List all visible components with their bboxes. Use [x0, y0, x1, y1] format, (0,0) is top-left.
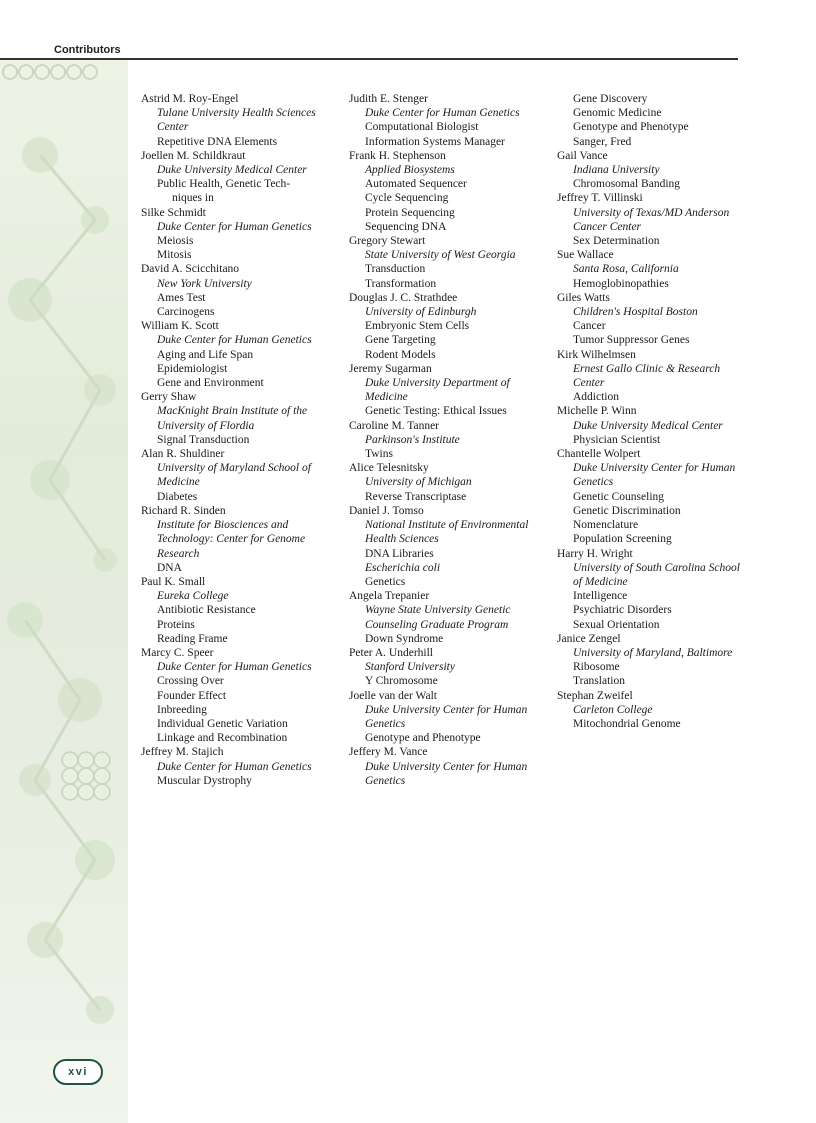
contributors-column-2	[349, 92, 539, 788]
page-header-title: Contributors	[54, 44, 121, 56]
contributor-affiliation: Stanford University	[365, 661, 455, 674]
contributor-affiliation: Center	[157, 121, 189, 134]
contributor-affiliation: Duke University Center for Human	[365, 760, 528, 773]
contributor-topic: Chromosomal Banding	[573, 178, 681, 191]
contributor-name: David A. Scicchitano	[141, 263, 240, 276]
contributor-topic: Physician Scientist	[573, 433, 661, 446]
contributor-entry	[557, 191, 747, 248]
contributor-affiliation: University of Texas/MD Anderson	[573, 206, 730, 219]
contributor-name: Gail Vance	[557, 149, 608, 162]
contributor-entry	[141, 390, 326, 447]
contributor-topic: Epidemiologist	[157, 362, 228, 375]
contributor-affiliation: New York University	[157, 277, 252, 290]
contributor-affiliation: Duke Center for Human Genetics	[365, 107, 520, 120]
contributor-name: Joellen M. Schildkraut	[141, 149, 246, 162]
contributor-topic: Genomic Medicine	[573, 107, 662, 120]
contributor-name: Peter A. Underhill	[349, 646, 433, 659]
contributor-name: Paul K. Small	[141, 575, 206, 588]
contributor-name: Gregory Stewart	[349, 235, 426, 248]
contributor-topic: Diabetes	[157, 490, 198, 503]
contributor-entry	[349, 92, 539, 149]
contributor-topic: Meiosis	[157, 235, 194, 248]
contributor-topic: Ames Test	[157, 291, 206, 304]
contributor-topic: Reading Frame	[157, 632, 228, 645]
contributor-topic: Intelligence	[573, 590, 628, 603]
contributor-entry	[349, 504, 539, 589]
contributor-name: Harry H. Wright	[557, 547, 633, 560]
contributor-topic: Cycle Sequencing	[365, 192, 449, 205]
contributor-topic: Twins	[365, 448, 393, 461]
contributor-affiliation: Duke Center for Human Genetics	[157, 220, 312, 233]
contributor-topic: Hemoglobinopathies	[573, 277, 669, 290]
contributor-topic: Gene Discovery	[573, 93, 648, 105]
contributor-entry	[349, 419, 539, 462]
contributor-name: Chantelle Wolpert	[557, 448, 641, 461]
contributor-affiliation: Medicine	[157, 476, 200, 489]
contributor-topic: Y Chromosome	[365, 675, 438, 688]
contributor-affiliation: Wayne State University Genetic	[365, 604, 511, 617]
contributor-topic: Founder Effect	[157, 689, 227, 702]
contributor-topic: Signal Transduction	[157, 433, 250, 446]
contributor-entry	[557, 689, 747, 732]
contributor-entry	[141, 92, 326, 149]
contributor-entry	[141, 206, 326, 263]
contributor-topic: Sexual Orientation	[573, 618, 660, 631]
contributor-affiliation: Medicine	[365, 391, 408, 404]
contributor-name: Alan R. Shuldiner	[141, 448, 225, 461]
contributor-name: Sue Wallace	[557, 249, 614, 262]
contributor-name: Jeffrey T. Villinski	[557, 192, 643, 205]
contributor-name: Frank H. Stephenson	[349, 149, 446, 162]
contributor-name: Janice Zengel	[557, 632, 621, 645]
contributor-topic: Genotype and Phenotype	[573, 121, 689, 134]
contributor-entry	[349, 149, 539, 234]
contributor-topic: Gene and Environment	[157, 377, 264, 390]
contributor-affiliation: Duke Center for Human Genetics	[157, 334, 312, 347]
contributor-topic: Proteins	[157, 618, 195, 631]
contributor-name: Michelle P. Winn	[557, 405, 637, 418]
contributor-entry	[141, 262, 326, 319]
contributor-affiliation: Indiana University	[573, 164, 660, 177]
contributor-topic: Genetic Discrimination	[573, 504, 681, 517]
contributor-topic: DNA Libraries	[365, 547, 434, 560]
contributor-name: William K. Scott	[141, 320, 219, 333]
contributor-affiliation: Santa Rosa, California	[573, 263, 679, 276]
contributor-affiliation: Carleton College	[573, 703, 653, 716]
contributor-affiliation: Health Sciences	[365, 533, 439, 546]
contributor-entry	[557, 149, 747, 192]
contributor-topic: Public Health, Genetic Tech-	[157, 178, 291, 191]
contributor-name: Stephan Zweifel	[557, 689, 633, 702]
contributor-topic: Mitochondrial Genome	[573, 717, 681, 730]
contributor-affiliation: Genetics	[365, 717, 406, 730]
contributor-topic: Addiction	[573, 391, 619, 404]
contributor-affiliation: State University of West Georgia	[365, 249, 516, 262]
contributor-name: Jeremy Sugarman	[349, 362, 432, 375]
contributor-name: Marcy C. Speer	[141, 646, 214, 659]
contributor-topic: Escherichia coli	[365, 561, 441, 574]
contributor-affiliation: University of Michigan	[365, 476, 472, 489]
decorative-sidebar	[0, 60, 128, 1123]
contributor-entry	[141, 447, 326, 504]
contributor-topic: Psychiatric Disorders	[573, 604, 672, 617]
contributor-topic: Ribosome	[573, 661, 620, 674]
contributor-entry	[557, 92, 747, 149]
contributor-topic: Gene Targeting	[365, 334, 436, 347]
contributor-topic: DNA	[157, 561, 182, 574]
contributor-name: Richard R. Sinden	[141, 504, 226, 517]
contributor-affiliation: Duke University Medical Center	[573, 419, 723, 432]
contributor-topic: Genetic Testing: Ethical Issues	[365, 405, 507, 418]
contributor-entry	[349, 646, 539, 689]
contributor-affiliation: Applied Biosystems	[365, 164, 455, 177]
contributor-entry	[141, 504, 326, 575]
contributor-name: Caroline M. Tanner	[349, 419, 440, 432]
page-number-badge: xvi	[53, 1059, 103, 1085]
contributor-topic: Information Systems Manager	[365, 135, 505, 148]
contributor-affiliation: Institute for Biosciences and	[157, 519, 289, 532]
contributor-entry	[349, 234, 539, 291]
contributor-name: Jeffery M. Vance	[349, 746, 428, 759]
contributor-topic: Genetic Counseling	[573, 490, 665, 503]
contributor-topic: Aging and Life Span	[157, 348, 254, 361]
contributor-topic: Protein Sequencing	[365, 206, 455, 219]
contributor-affiliation: University of Maryland, Baltimore	[573, 646, 733, 659]
contributor-entry	[349, 745, 539, 788]
contributor-name: Judith E. Stenger	[349, 93, 428, 105]
contributor-name: Joelle van der Walt	[349, 689, 437, 702]
contributor-topic: Tumor Suppressor Genes	[573, 334, 690, 347]
contributor-affiliation: University of Flordia	[157, 419, 255, 432]
contributor-entry	[141, 149, 326, 206]
contributor-affiliation: Counseling Graduate Program	[365, 618, 509, 631]
contributor-affiliation: Ernest Gallo Clinic & Research	[573, 362, 721, 375]
contributor-affiliation: Genetics	[573, 476, 614, 489]
contributor-affiliation: University of Maryland School of	[157, 462, 311, 475]
contributor-entry	[349, 589, 539, 646]
contributor-topic: Individual Genetic Variation	[157, 717, 288, 730]
contributor-entry	[557, 632, 747, 689]
molecule-pattern-icon	[0, 60, 128, 1123]
contributor-name: Alice Telesnitsky	[349, 462, 429, 475]
contributor-affiliation: Technology: Center for Genome	[157, 533, 306, 546]
contributor-affiliation: National Institute of Environmental	[365, 519, 529, 532]
contributor-entry	[349, 461, 539, 504]
contributor-topic: Reverse Transcriptase	[365, 490, 467, 503]
contributor-topic: Muscular Dystrophy	[157, 774, 252, 787]
contributor-entry	[557, 547, 747, 632]
contributor-entry	[349, 362, 539, 419]
contributor-affiliation: Genetics	[365, 774, 406, 787]
contributor-affiliation: Research	[157, 547, 200, 560]
contributor-topic: Crossing Over	[157, 675, 224, 688]
contributor-entry	[141, 646, 326, 745]
contributor-affiliation: Center	[573, 377, 605, 390]
contributor-topic: Sequencing DNA	[365, 220, 447, 233]
contributor-entry	[349, 291, 539, 362]
contributor-topic: Genotype and Phenotype	[365, 732, 481, 745]
contributor-entry	[141, 575, 326, 646]
contributor-affiliation: University of South Carolina School	[573, 561, 740, 574]
contributor-affiliation: Eureka College	[157, 590, 229, 603]
contributor-affiliation: Duke Center for Human Genetics	[157, 661, 312, 674]
contributor-name: Kirk Wilhelmsen	[557, 348, 636, 361]
contributor-topic: Sex Determination	[573, 235, 660, 248]
contributor-affiliation: Duke University Center for Human	[365, 703, 528, 716]
contributor-affiliation: Duke Center for Human Genetics	[157, 760, 312, 773]
contributor-topic: Sanger, Fred	[573, 135, 632, 148]
contributor-affiliation: Tulane University Health Sciences	[157, 107, 316, 120]
contributor-entry	[557, 248, 747, 291]
contributor-topic: Nomenclature	[573, 519, 639, 532]
contributor-affiliation: Duke University Medical Center	[157, 164, 307, 177]
contributor-topic: Computational Biologist	[365, 121, 479, 134]
contributor-topic: Transduction	[365, 263, 426, 276]
contributor-topic: Transformation	[365, 277, 437, 290]
contributor-affiliation: of Medicine	[573, 575, 628, 588]
contributor-topic: Mitosis	[157, 249, 192, 262]
contributor-affiliation: Duke University Center for Human	[573, 462, 736, 475]
contributor-topic: Embryonic Stem Cells	[365, 320, 470, 333]
contributor-affiliation: Children's Hospital Boston	[573, 306, 698, 319]
contributor-topic: Inbreeding	[157, 703, 207, 716]
contributor-entry	[141, 319, 326, 390]
contributor-topic: Cancer	[573, 320, 606, 333]
contributor-name: Astrid M. Roy-Engel	[141, 93, 239, 105]
contributor-entry	[141, 745, 326, 788]
contributor-name: Angela Trepanier	[349, 590, 430, 603]
contributor-name: Silke Schmidt	[141, 206, 206, 219]
contributor-entry	[557, 291, 747, 348]
contributor-topic: Translation	[573, 675, 625, 688]
contributor-entry	[557, 348, 747, 405]
contributor-affiliation: Duke University Department of	[365, 377, 510, 390]
contributor-name: Douglas J. C. Strathdee	[349, 291, 458, 304]
contributor-affiliation: University of Edinburgh	[365, 306, 477, 319]
contributor-entry	[557, 447, 747, 546]
contributor-topic: Antibiotic Resistance	[157, 604, 256, 617]
contributor-affiliation: MacKnight Brain Institute of the	[157, 405, 308, 418]
contributor-topic: Repetitive DNA Elements	[157, 135, 278, 148]
contributor-name: Daniel J. Tomso	[349, 504, 424, 517]
contributor-topic: niques in	[172, 192, 214, 205]
contributor-topic: Automated Sequencer	[365, 178, 467, 191]
contributor-topic: Genetics	[365, 575, 406, 588]
contributor-name: Gerry Shaw	[141, 391, 197, 404]
contributor-affiliation: Parkinson's Institute	[365, 433, 460, 446]
contributor-name: Giles Watts	[557, 291, 610, 304]
contributor-topic: Carcinogens	[157, 306, 215, 319]
contributors-column-3	[557, 92, 747, 731]
contributor-entry	[349, 689, 539, 746]
contributor-affiliation: Cancer Center	[573, 220, 642, 233]
contributor-topic: Down Syndrome	[365, 632, 444, 645]
contributor-name: Jeffrey M. Stajich	[141, 746, 224, 759]
contributors-column-1	[141, 92, 326, 788]
contributor-entry	[557, 404, 747, 447]
contributor-topic: Population Screening	[573, 533, 672, 546]
contributor-topic: Linkage and Recombination	[157, 732, 288, 745]
contributor-topic: Rodent Models	[365, 348, 436, 361]
